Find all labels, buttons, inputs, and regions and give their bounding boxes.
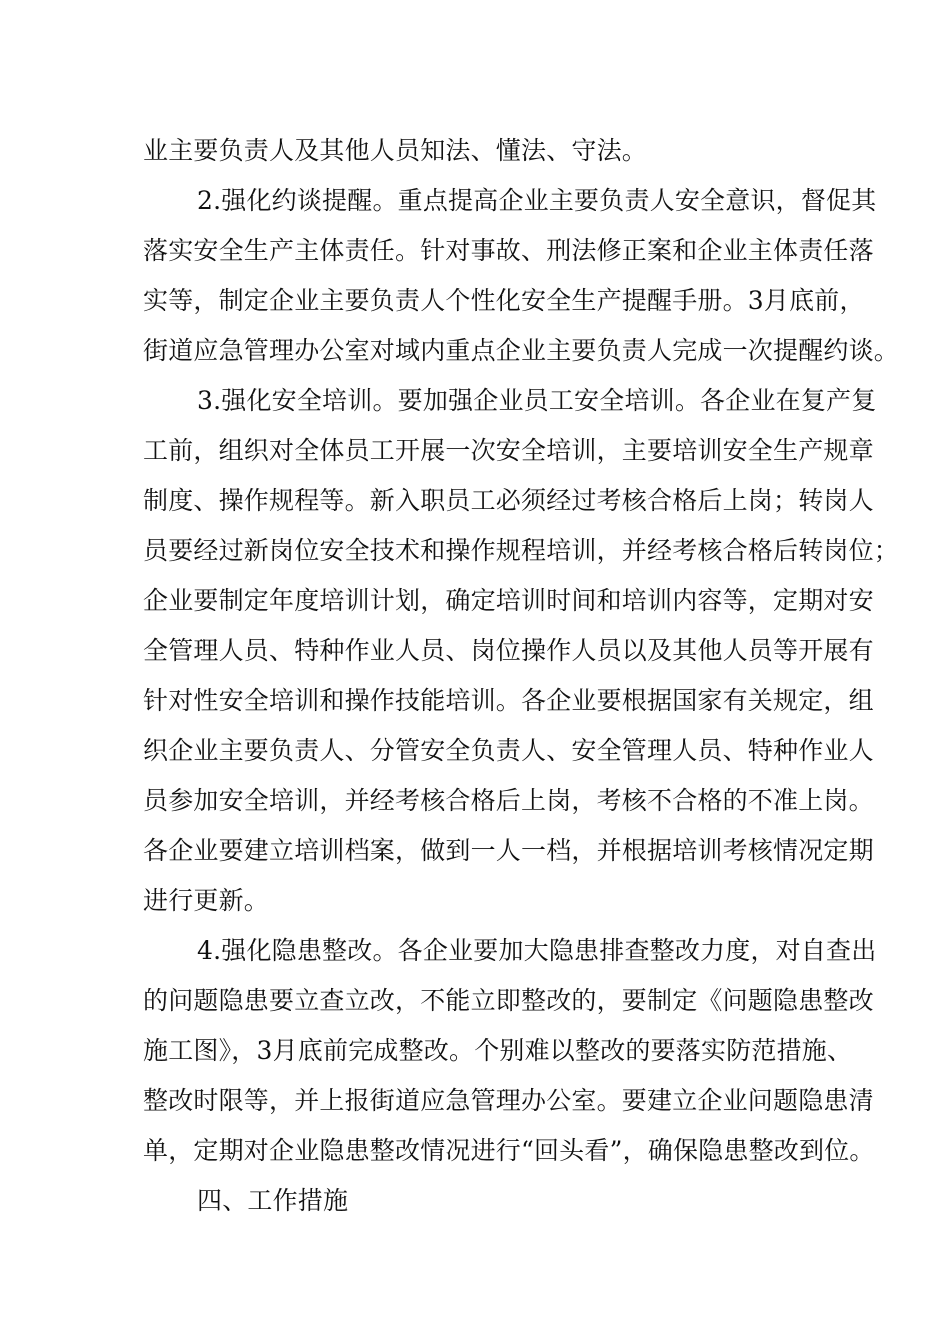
text-line-14: 员参加安全培训，并经考核合格后上岗，考核不合格的不准上岗。 [143, 786, 874, 815]
text-line-17: 4.强化隐患整改。各企业要加大隐患排查整改力度，对自查出 [197, 936, 877, 965]
text-line-3: 落实安全生产主体责任。针对事故、刑法修正案和企业主体责任落 [143, 236, 874, 265]
text-line-7: 工前，组织对全体员工开展一次安全培训，主要培训安全生产规章 [143, 436, 874, 465]
text-line-9: 员要经过新岗位安全技术和操作规程培训，并经考核合格后转岗位； [143, 536, 900, 565]
text-line-2: 2.强化约谈提醒。重点提高企业主要负责人安全意识，督促其 [197, 186, 877, 215]
text-line-1: 业主要负责人及其他人员知法、懂法、守法。 [143, 136, 648, 165]
section-heading: 四、工作措施 [197, 1186, 349, 1215]
text-line-15: 各企业要建立培训档案，做到一人一档，并根据培训考核情况定期 [143, 836, 874, 865]
text-line-8: 制度、操作规程等。新入职员工必须经过考核合格后上岗；转岗人 [143, 486, 874, 515]
text-line-18: 的问题隐患要立查立改，不能立即整改的，要制定《问题隐患整改 [143, 986, 874, 1015]
text-line-5: 街道应急管理办公室对域内重点企业主要负责人完成一次提醒约谈。 [143, 336, 900, 365]
text-line-4: 实等，制定企业主要负责人个性化安全生产提醒手册。3月底前， [143, 286, 865, 315]
text-line-21: 单，定期对企业隐患整改情况进行“回头看”，确保隐患整改到位。 [143, 1136, 875, 1165]
text-line-16: 进行更新。 [143, 886, 270, 915]
text-line-13: 织企业主要负责人、分管安全负责人、安全管理人员、特种作业人 [143, 736, 874, 765]
text-line-20: 整改时限等，并上报街道应急管理办公室。要建立企业问题隐患清 [143, 1086, 874, 1115]
text-line-10: 企业要制定年度培训计划，确定培训时间和培训内容等，定期对安 [143, 586, 874, 615]
text-line-12: 针对性安全培训和操作技能培训。各企业要根据国家有关规定，组 [143, 686, 874, 715]
text-line-19: 施工图》，3月底前完成整改。个别难以整改的要落实防范措施、 [143, 1036, 853, 1065]
text-line-6: 3.强化安全培训。要加强企业员工安全培训。各企业在复产复 [197, 386, 877, 415]
text-line-11: 全管理人员、特种作业人员、岗位操作人员以及其他人员等开展有 [143, 636, 874, 665]
